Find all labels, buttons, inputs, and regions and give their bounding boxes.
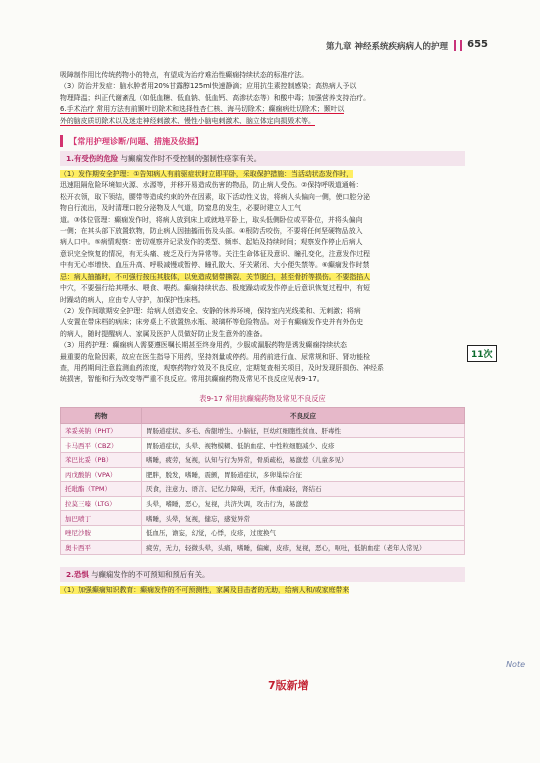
subsection-2 — [60, 567, 465, 582]
text-line: 病人口中。⑤病情观察：密切观察并记录发作的类型、频率、起始及持续时间；观察发作停止后病人 — [60, 238, 363, 247]
text-line: 物自行流出，及时清理口腔分泌物及人气道，防窒息的发生，必要时建立人工气 — [60, 204, 302, 213]
effect-cell: 嗜睡，头晕，复视，健忘，感觉异常 — [142, 511, 465, 526]
handwritten-red-note: 7版新增 — [268, 679, 309, 692]
page-header — [0, 0, 540, 62]
table-row — [61, 511, 465, 526]
chapter-title: 第九章 神经系统疾病病人的护理 — [326, 42, 448, 52]
effect-cell: 低血压，谵妄，幻觉，心悸，皮疹，过度换气 — [142, 525, 465, 540]
drug-cell: 奥卡西平 — [61, 540, 142, 555]
drug-cell: 加巴喷丁 — [61, 511, 142, 526]
text-line: 查，用药期间注意监测血药浓度，观察药物疗效及不良反应，定期复查相关项目，及时发现肝损伤、神经系 — [60, 363, 384, 372]
table-row — [61, 452, 465, 467]
text-line — [60, 585, 465, 596]
text-line: 的病人，随时提醒病人、家属及医护人员做好防止发生意外的准备。 — [60, 329, 267, 338]
text-line: （2）发作间歇期安全护理：给病人创造安全、安静的休养环境，保持室内光线柔和、无刺激；将病 — [60, 306, 361, 315]
subsection-1-desc: 与癫痫发作时不受控制的强制性痉挛有关。 — [120, 154, 262, 164]
table-row — [61, 482, 465, 497]
effect-cell: 疲劳，无力，轻微头晕，头痛，嗜睡，偏瘫，皮疹，复视，恶心，呕吐，低钠血症（老年人常见） — [142, 540, 465, 555]
header-bar — [454, 40, 456, 51]
text-line: 物理降温；纠正代谢紊乱（如低血糖、低血钠、低血钙、高渗状态等）和酸中毒；加强营养支持治疗。 — [60, 93, 371, 102]
text-line — [60, 272, 465, 283]
effect-cell: 肥胖，脱发，嗜睡，震颤，胃肠道症状，多卵巢综合征 — [142, 467, 465, 482]
table-row — [61, 438, 465, 453]
text-line: 人安置在带床档的病床；床旁桌上不放置热水瓶、玻璃杯等危险物品。对于有癫痫发作史并有外伤史 — [60, 318, 364, 327]
table-row — [61, 496, 465, 511]
highlighted-text: （1）发作期安全护理：①告知病人有前驱症状时立即平卧，采取保护措施：当活动状态发作时， — [60, 170, 354, 179]
text-line: 中有无心率增快、血压升高、呼吸减慢或暂停、瞳孔散大、牙关紧闭、大小便失禁等。⑥癫痫发作时禁 — [60, 261, 370, 270]
effect-cell: 头晕，嗜睡，恶心，复视，共济失调，攻击行为，易激惹 — [142, 496, 465, 511]
table-row — [61, 467, 465, 482]
drug-table — [60, 407, 465, 555]
effect-cell: 胃肠道症状、多毛、齿龈增生、小脑征，巨幼红细胞性贫血、肝毒性 — [142, 423, 465, 438]
text-line — [60, 169, 465, 180]
drug-cell: 托吡酯（TPM） — [61, 482, 142, 497]
section-title: 【常用护理诊断/问题、措施及依据】 — [60, 135, 465, 147]
page-number: 655 — [467, 39, 488, 50]
header-bar — [460, 40, 462, 51]
text-line: 一侧；在其头部下放置软物，防止病人因抽搐而伤及头部。④根防舌咬伤，不要将任何坚硬物品放入 — [60, 227, 363, 236]
column-header: 不良反应 — [142, 407, 465, 423]
subsection-1-title: 1.有受伤的危险 — [66, 154, 119, 164]
text-line — [60, 104, 465, 115]
table-header-row — [61, 407, 465, 423]
table-row — [61, 525, 465, 540]
text-line: 迅速阻隔危险环境如火源、水源等，并移开易造成伤害的物品，防止病人受伤。②保持呼吸道通畅： — [60, 181, 363, 190]
drug-cell: 苯巴比妥（PB） — [61, 452, 142, 467]
text-line: 吸障制作用比传统药物小的特点，有望成为治疗难治性癫痫持续状态的标准疗法。 — [60, 71, 309, 79]
table-row — [61, 540, 465, 555]
drug-cell: 丙戊酸钠（VPA） — [61, 467, 142, 482]
text-line: （3）用药护理：癫痫病人需要遵医嘱长期甚至终身用药，少服或漏服药物是诱发癫痫持续状态 — [60, 341, 347, 350]
drug-cell: 苯妥英钠（PHT） — [61, 423, 142, 438]
table-row — [61, 423, 465, 438]
text-line: （3）防治并发症：脑水肿者用20%甘露醇125ml快速静滴；应用抗生素控制感染；高热病人予以 — [60, 82, 357, 91]
drug-cell: 卡马西平（CBZ） — [61, 438, 142, 453]
subsection-1 — [60, 151, 465, 166]
underlined-text: 外的脑皮质切除术以及迷走神经刺激术、慢性小脑电刺激术、脑立体定向损毁术等。 — [60, 116, 315, 125]
table-caption: 表9-17 常用抗癫痫药物及常见不良反应 — [199, 393, 326, 403]
highlighted-text: 忌：病人抽搐时，不可强行按压其肢体，以免造成韧带撕裂、关节脱臼，甚至骨折等损伤。不要指掐人 — [60, 272, 371, 281]
effect-cell: 胃肠道症状，头晕、视物模糊、低钠血症、中性粒细胞减少、皮疹 — [142, 438, 465, 453]
text-line: 时躁动的病人，应由专人守护，加保护性床档。 — [60, 295, 205, 304]
subsection-2-title: 2.恐惧 — [66, 570, 89, 580]
text-line: 松开衣领，取下领结，腰带等造成约束的外在因素，取下活动性义齿，将病人头偏向一侧，使口腔分泌 — [60, 192, 371, 201]
underlined-text: 6.手术治疗 常用方法有前颞叶切除术和选择性杏仁核、海马切除术；癫痫病灶切除术；颞叶以 — [60, 105, 345, 114]
column-header: 药物 — [61, 407, 142, 423]
subsection-2-desc: 与癫痫发作的不可预知和预后有关。 — [91, 570, 210, 580]
effect-cell: 嗜睡，疲劳，复视，认知与行为异常，骨质疏松，易激惹（儿童多见） — [142, 452, 465, 467]
drug-cell: 拉莫三嗪（LTG） — [61, 496, 142, 511]
main-content — [60, 70, 465, 597]
text-line: 最重要的危险因素，故应在医生指导下用药，坚持剂量或停药。用药前进行血、尿常规和肝、肾功能检 — [60, 352, 371, 361]
text-line: 中穴，不要强行给其喂水、喂食、喂药。癫痫持续状态、极度躁动或发作停止后意识恢复过程中，有短 — [60, 284, 371, 293]
note-label: Note — [506, 660, 525, 669]
text-line: 意识完全恢复的情况，有无头痛、疲乏及行为异常等。关注生命体征及意识、瞳孔变化，注意发作过程 — [60, 249, 371, 258]
text-line: 道。③体位管理：癫痫发作时，将病人放到床上或就地平卧上，取头低侧卧位或平卧位，并将头偏向 — [60, 215, 363, 224]
text-line: 统损害，智能和行为改变等严重不良反应。常用抗癫痫药物及常见不良反应见表9-17。 — [60, 375, 324, 384]
text-line — [60, 116, 465, 127]
highlighted-text: （1）加强癫痫知识教育：癫痫发作的不可预测性，家属及目击者的无助，给病人和/或家庭带来 — [60, 586, 350, 595]
handwritten-box-note: 11次 — [467, 345, 497, 362]
drug-cell: 唑尼沙胺 — [61, 525, 142, 540]
effect-cell: 厌食，注意力、语言、记忆力障碍，无汗，体重减轻，肾结石 — [142, 482, 465, 497]
